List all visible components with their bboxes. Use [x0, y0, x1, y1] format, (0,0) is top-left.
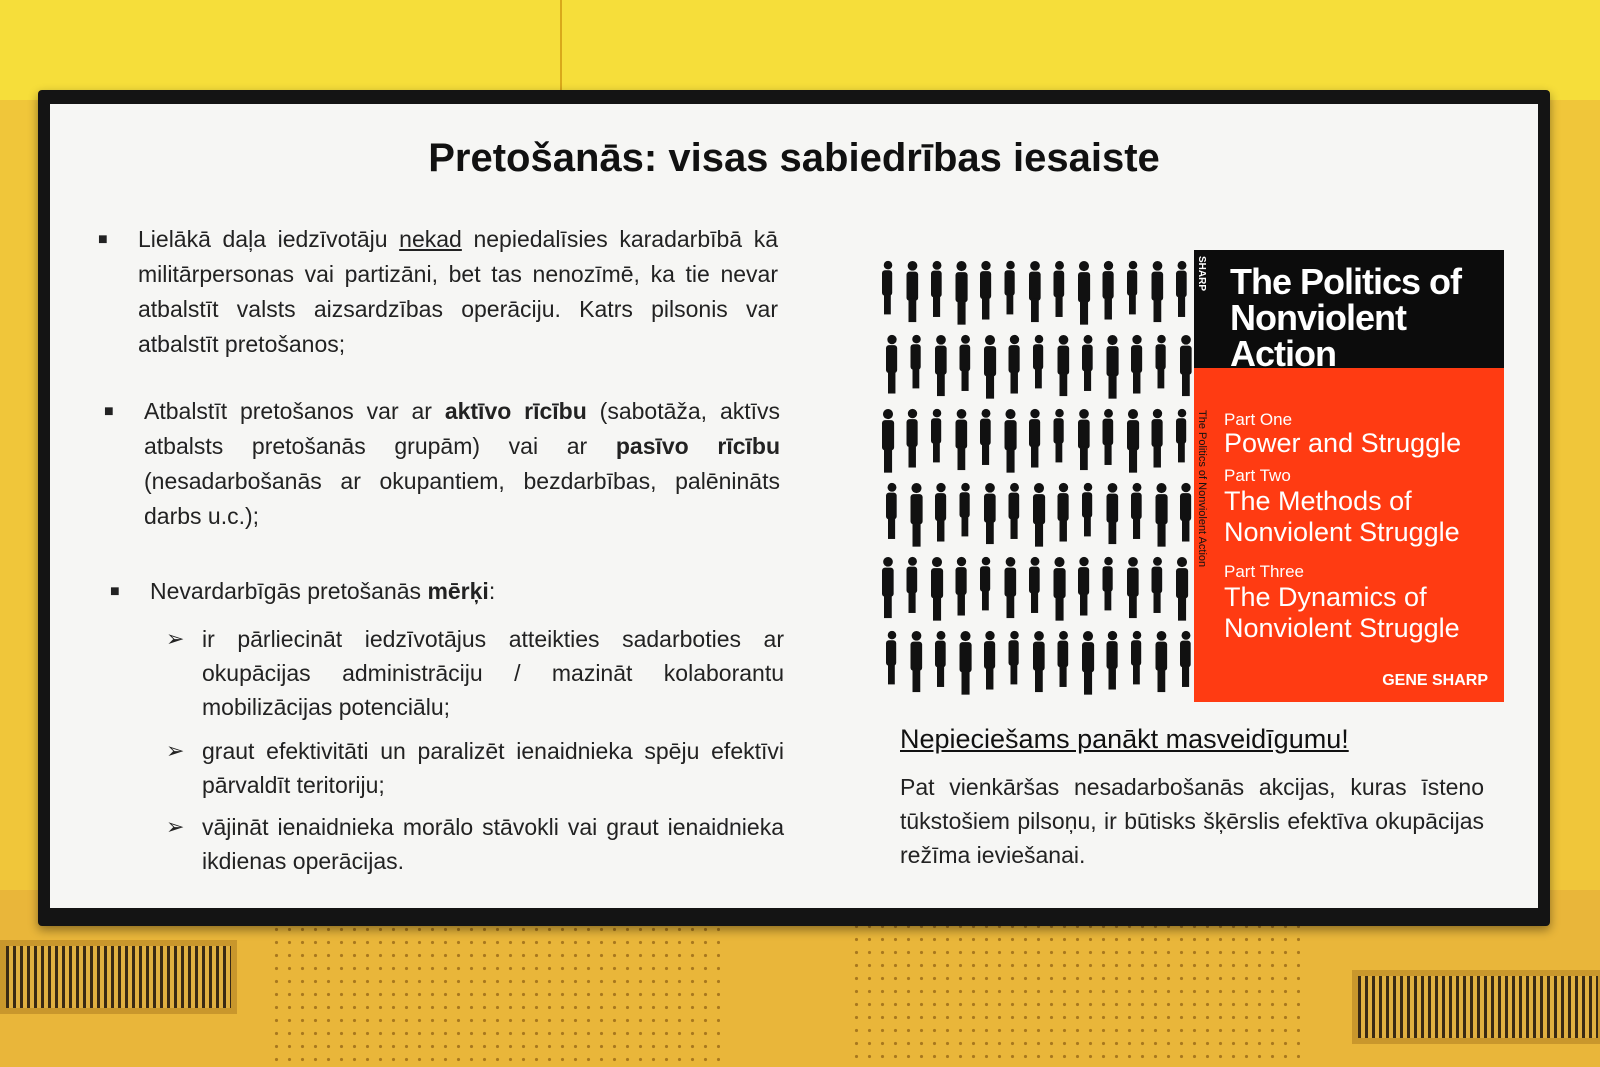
person-silhouette: [1058, 631, 1069, 687]
person-silhouette: [956, 409, 968, 470]
arrow-bullet-icon: ➢: [166, 626, 185, 651]
underlined-word: nekad: [399, 226, 462, 252]
person-silhouette: [1107, 483, 1119, 544]
person-silhouette: [886, 483, 897, 539]
person-silhouette: [956, 557, 967, 616]
person-silhouette: [980, 409, 991, 465]
person-silhouette: [907, 409, 918, 468]
person-silhouette: [1127, 557, 1139, 618]
part-three-title: The Dynamics of Nonviolent Struggle: [1224, 582, 1460, 643]
person-silhouette: [1156, 483, 1168, 547]
person-silhouette: [1029, 557, 1040, 613]
person-silhouette: [1033, 335, 1043, 389]
sub-bullet-3: ➢ vājināt ienaidnieka morālo stāvokli vai graut ienaidnieka ikdienas operācijas.: [202, 810, 784, 878]
person-silhouette: [1127, 409, 1139, 473]
person-silhouette: [956, 261, 968, 325]
person-silhouette: [907, 557, 918, 613]
person-silhouette: [1176, 409, 1186, 463]
person-silhouette: [1082, 335, 1093, 391]
person-silhouette: [1152, 261, 1164, 322]
person-silhouette: [1005, 557, 1017, 618]
person-silhouette: [980, 261, 991, 320]
person-silhouette: [1054, 409, 1064, 463]
book-title: The Politics of Nonviolent Action: [1230, 261, 1462, 374]
person-silhouette: [1058, 335, 1070, 396]
person-silhouette: [931, 409, 941, 463]
person-silhouette: [1156, 335, 1166, 389]
person-silhouette: [1009, 483, 1020, 539]
bullet-square-icon: ■: [104, 403, 114, 420]
person-silhouette: [1029, 409, 1040, 468]
person-silhouette: [931, 557, 943, 621]
person-silhouette: [1103, 409, 1114, 465]
person-silhouette: [911, 483, 923, 547]
person-silhouette: [1078, 409, 1090, 470]
part-one-title: Power and Struggle: [1224, 428, 1462, 458]
sub-bullet-1: ➢ ir pārliecināt iedzīvotājus atteikties sadarboties ar okupācijas administrāciju / mazināt kolaborantu mobilizācijas potenciālu;: [202, 622, 784, 724]
bullet-3: ■ Nevardarbīgās pretošanās mērķi:: [150, 574, 790, 609]
person-silhouette: [1029, 261, 1041, 322]
person-silhouette: [882, 409, 894, 473]
bullet-2: ■ Atbalstīt pretošanos var ar aktīvo rīcību (sabotāža, aktīvs atbalsts pretošanās grupām) vai ar pasīvo rīcību (nesadarbošanās ar okupantiem, bezdarbības, palēnināts darbs u.c.);: [144, 394, 780, 534]
person-silhouette: [1156, 631, 1168, 692]
part-two-label: Part Two: [1224, 466, 1291, 485]
person-silhouette: [1176, 261, 1187, 317]
person-silhouette: [960, 483, 970, 537]
person-silhouette: [1127, 261, 1137, 315]
book-author: GENE SHARP: [1382, 672, 1488, 689]
person-silhouette: [1033, 631, 1045, 692]
person-silhouette: [1082, 483, 1092, 537]
person-silhouette: [1005, 261, 1015, 315]
person-silhouette: [1054, 261, 1065, 317]
book-cover: [1194, 250, 1504, 702]
sub-bullet-2: ➢ graut efektivitāti un paralizēt ienaidnieka spēju efektīvi pārvaldīt teritoriju;: [202, 734, 784, 802]
person-silhouette: [1054, 557, 1066, 621]
monitor: [38, 90, 1550, 926]
wall-seam: [560, 0, 562, 100]
part-two-title: The Methods of Nonviolent Struggle: [1224, 486, 1460, 547]
person-silhouette: [984, 335, 996, 399]
perforated-panel-right: [850, 920, 1300, 1067]
person-silhouette: [1009, 335, 1020, 394]
person-silhouette: [1176, 557, 1188, 621]
person-silhouette: [1131, 631, 1141, 685]
person-silhouette: [984, 483, 996, 544]
person-silhouette: [935, 631, 946, 687]
person-silhouette: [1005, 409, 1017, 473]
person-silhouette: [1180, 631, 1191, 687]
vent-right: [1352, 970, 1600, 1044]
person-silhouette: [911, 335, 921, 389]
person-silhouette: [935, 483, 946, 542]
person-silhouette: [911, 631, 923, 692]
right-heading: Nepieciešams panākt masveidīgumu!: [900, 724, 1349, 754]
person-silhouette: [935, 335, 947, 396]
person-silhouette: [1180, 483, 1191, 542]
person-silhouette: [980, 557, 990, 611]
person-silhouette: [882, 261, 892, 315]
person-silhouette: [1152, 557, 1163, 613]
person-silhouette: [882, 557, 894, 618]
person-silhouette: [1131, 483, 1142, 539]
person-silhouette: [984, 631, 995, 690]
slide: [50, 104, 1538, 908]
book-spine: SHARP The Politics of Nonviolent Action: [1194, 250, 1212, 702]
vent-left: [0, 940, 237, 1014]
bullet-1: ■ Lielākā daļa iedzīvotāju nekad nepiedalīsies karadarbībā kā militārpersonas vai partizāni, bet tas nenozīmē, ka tie nevar atbalstīt valsts aizsardzības operāciju. Katrs pilsonis var atbalstīt pretošanos;: [138, 222, 778, 362]
person-silhouette: [1131, 335, 1142, 394]
person-silhouette: [931, 261, 942, 317]
bullet-square-icon: ■: [110, 583, 120, 600]
person-silhouette: [1107, 631, 1118, 690]
person-silhouette: [1009, 631, 1019, 685]
right-paragraph: Pat vienkāršas nesadarbošanās akcijas, kuras īsteno tūkstošiem pilsoņu, ir būtisks šķērslis efektīva okupācijas režīma ieviešanai.: [900, 774, 1484, 868]
person-silhouette: [907, 261, 919, 322]
wall-top: [0, 0, 1600, 100]
part-three-label: Part Three: [1224, 562, 1305, 581]
person-silhouette: [960, 631, 972, 695]
perforated-panel-left: [270, 910, 720, 1067]
person-silhouette: [1033, 483, 1045, 547]
arrow-bullet-icon: ➢: [166, 738, 185, 763]
arrow-bullet-icon: ➢: [166, 814, 185, 839]
person-silhouette: [1152, 409, 1163, 468]
person-silhouette: [1082, 631, 1094, 695]
people-silhouettes-image: [872, 252, 1194, 704]
person-silhouette: [960, 335, 971, 391]
bullet-square-icon: ■: [98, 231, 108, 248]
part-one-label: Part One: [1224, 410, 1293, 429]
slide-title: Pretošanās: visas sabiedrības iesaiste: [428, 136, 1160, 180]
person-silhouette: [1103, 261, 1114, 320]
person-silhouette: [1103, 557, 1113, 611]
person-silhouette: [1058, 483, 1069, 542]
person-silhouette: [886, 631, 896, 685]
person-silhouette: [1078, 261, 1090, 325]
person-silhouette: [886, 335, 897, 394]
person-silhouette: [1180, 335, 1192, 396]
person-silhouette: [1078, 557, 1089, 616]
person-silhouette: [1107, 335, 1119, 399]
